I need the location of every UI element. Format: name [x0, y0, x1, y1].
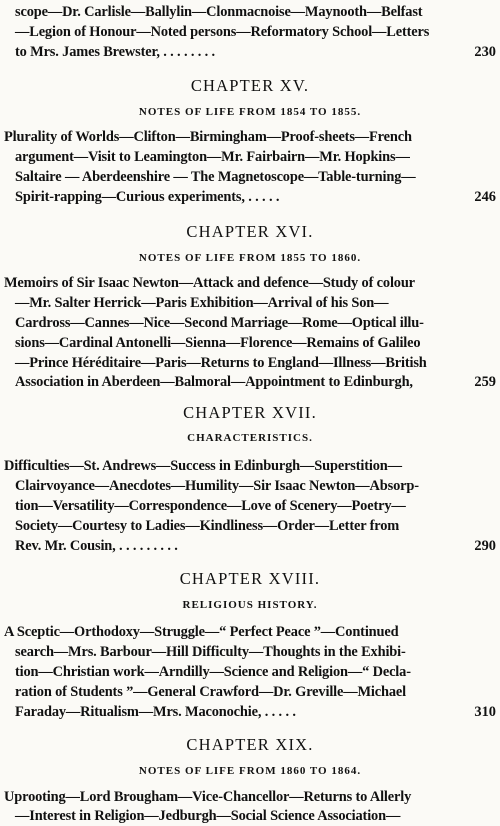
chapter-subtitle: NOTES OF LIFE FROM 1855 TO 1860.: [138, 252, 362, 264]
chapter-subtitle: NOTES OF LIFE FROM 1854 TO 1855.: [138, 106, 362, 118]
chapter-title: CHAPTER XVIII.: [179, 569, 321, 588]
chapter-title: CHAPTER XVI.: [186, 222, 314, 241]
toc-line: —Legion of Honour—Noted persons—Reformatory School—Letters: [15, 24, 430, 40]
toc-line: Uprooting—Lord Brougham—Vice-Chancellor—Returns to Allerly: [4, 789, 412, 805]
page-number: 230: [474, 44, 496, 60]
chapter-title: CHAPTER XIX.: [186, 735, 314, 754]
toc-line: search—Mrs. Barbour—Hill Difficulty—Thoughts in the Exhibi-: [15, 644, 406, 660]
chapter-title: CHAPTER XVII.: [183, 403, 317, 422]
page-number: 310: [474, 704, 496, 720]
toc-line: sions—Cardinal Antonelli—Sienna—Florence—Remains of Galileo: [15, 335, 421, 351]
toc-line: Cardross—Cannes—Nice—Second Marriage—Rome—Optical illu-: [15, 315, 424, 331]
toc-line: Spirit-rapping—Curious experiments, . . . . .: [15, 189, 280, 205]
toc-line: —Prince Héréditaire—Paris—Returns to England—Illness—British: [15, 355, 427, 371]
chapter-subtitle: CHARACTERISTICS.: [187, 432, 313, 444]
toc-line: Memoirs of Sir Isaac Newton—Attack and defence—Study of colour: [4, 275, 415, 291]
toc-line: to Mrs. James Brewster, . . . . . . . .: [15, 44, 215, 60]
toc-line: scope—Dr. Carlisle—Ballylin—Clonmacnoise—Maynooth—Belfast: [15, 4, 423, 20]
page-number: 246: [474, 189, 496, 205]
toc-line: Association in Aberdeen—Balmoral—Appointment to Edinburgh,: [15, 374, 413, 390]
toc-line: —Mr. Salter Herrick—Paris Exhibition—Arrival of his Son—: [15, 295, 389, 311]
chapter-subtitle: NOTES OF LIFE FROM 1860 TO 1864.: [138, 765, 362, 777]
toc-line: Clairvoyance—Anecdotes—Humility—Sir Isaac Newton—Absorp-: [15, 478, 419, 494]
toc-line: Faraday—Ritualism—Mrs. Maconochie, . . . . .: [15, 704, 296, 720]
toc-line: Saltaire — Aberdeenshire — The Magnetoscope—Table-turning—: [15, 169, 416, 185]
toc-line: —Interest in Religion—Jedburgh—Social Science Association—: [15, 808, 401, 824]
toc-line: Society—Courtesy to Ladies—Kindliness—Order—Letter from: [15, 518, 400, 534]
toc-line: Difficulties—St. Andrews—Success in Edinburgh—Superstition—: [4, 458, 402, 474]
page-number: 259: [474, 374, 496, 390]
chapter-title: CHAPTER XV.: [190, 76, 310, 95]
toc-line: tion—Versatility—Correspondence—Love of Scenery—Poetry—: [15, 498, 406, 514]
toc-line: A Sceptic—Orthodoxy—Struggle—“ Perfect Peace ”—Continued: [4, 624, 399, 640]
page-number: 290: [474, 538, 496, 554]
toc-line: tion—Christian work—Arndilly—Science and Religion—“ Decla-: [15, 664, 411, 680]
chapter-subtitle: RELIGIOUS HISTORY.: [182, 599, 318, 611]
toc-line: argument—Visit to Leamington—Mr. Fairbairn—Mr. Hopkins—: [15, 149, 410, 165]
toc-line: Plurality of Worlds—Clifton—Birmingham—Proof-sheets—French: [4, 129, 412, 145]
toc-line: ration of Students ”—General Crawford—Dr. Greville—Michael: [15, 684, 406, 700]
toc-line: Rev. Mr. Cousin, . . . . . . . . .: [15, 538, 178, 554]
